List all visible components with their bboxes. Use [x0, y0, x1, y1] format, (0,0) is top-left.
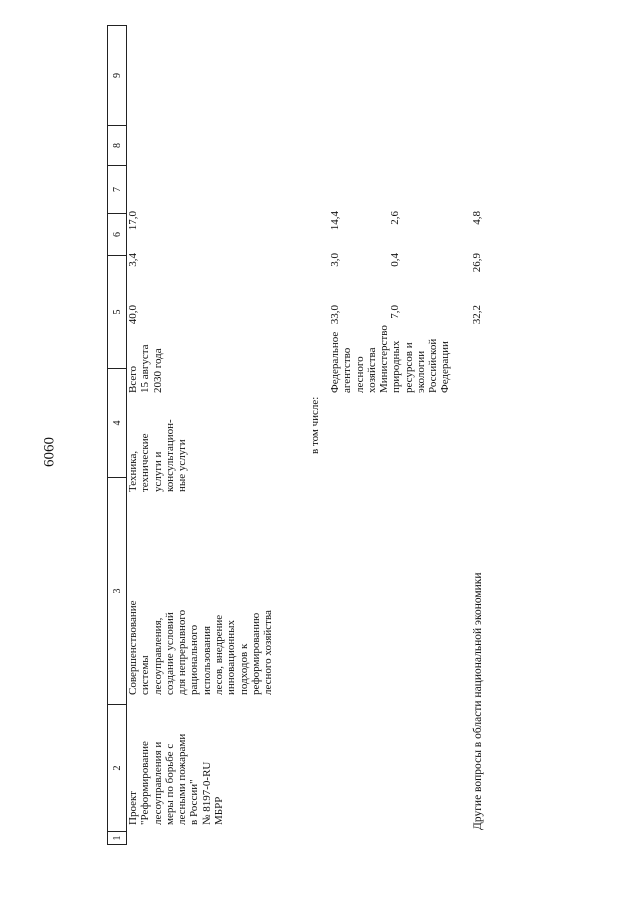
project-name: Проект "Реформирование лесоуправления и меры по борьбе с лесными пожарами в России" № 8197-0-RU МБРР	[127, 733, 226, 825]
column-number: 2	[108, 704, 126, 831]
project-goal: Совершенствование системы лесоуправления, создание условий для непрерывного рационального использования лесов, внедрение инновационных подходов к реформированию лесного хозяйства	[127, 600, 275, 695]
page-number: 6060	[41, 437, 58, 467]
section-heading: Другие вопросы в области национальной экономики	[472, 572, 484, 830]
including-label: в том числе:	[309, 396, 321, 454]
ministry-col8: 2,6	[389, 211, 401, 225]
column-number: 8	[108, 125, 126, 165]
column-number: 3	[108, 477, 126, 704]
agency-forestry: Федеральное агентство лесного хозяйства	[329, 331, 378, 393]
column-number-row	[107, 25, 127, 845]
ministry-col7: 0,4	[389, 253, 401, 267]
column-number: 6	[108, 213, 126, 255]
column-number: 5	[108, 255, 126, 368]
total-col6: 40,0	[127, 305, 139, 325]
total-label: Всего 15 августа 2030 года	[127, 344, 164, 393]
forestry-col8: 14,4	[329, 211, 341, 231]
extra-col6: 32,2	[471, 305, 483, 325]
ministry-col6: 7,0	[389, 305, 401, 319]
expense-category: Техника, технические услуги и консультацион- ные услуги	[127, 419, 189, 492]
column-number: 9	[108, 25, 126, 125]
forestry-col7: 3,0	[329, 253, 341, 267]
column-number: 7	[108, 165, 126, 213]
total-col8: 17,0	[127, 211, 139, 231]
column-number: 4	[108, 368, 126, 477]
extra-col8: 4,8	[471, 211, 483, 225]
extra-col7: 26,9	[471, 253, 483, 273]
total-col7: 3,4	[127, 253, 139, 267]
agency-ministry: Министерство природных ресурсов и экологии Российской Федерации	[378, 325, 452, 393]
forestry-col6: 33,0	[329, 305, 341, 325]
column-number: 1	[108, 831, 126, 845]
